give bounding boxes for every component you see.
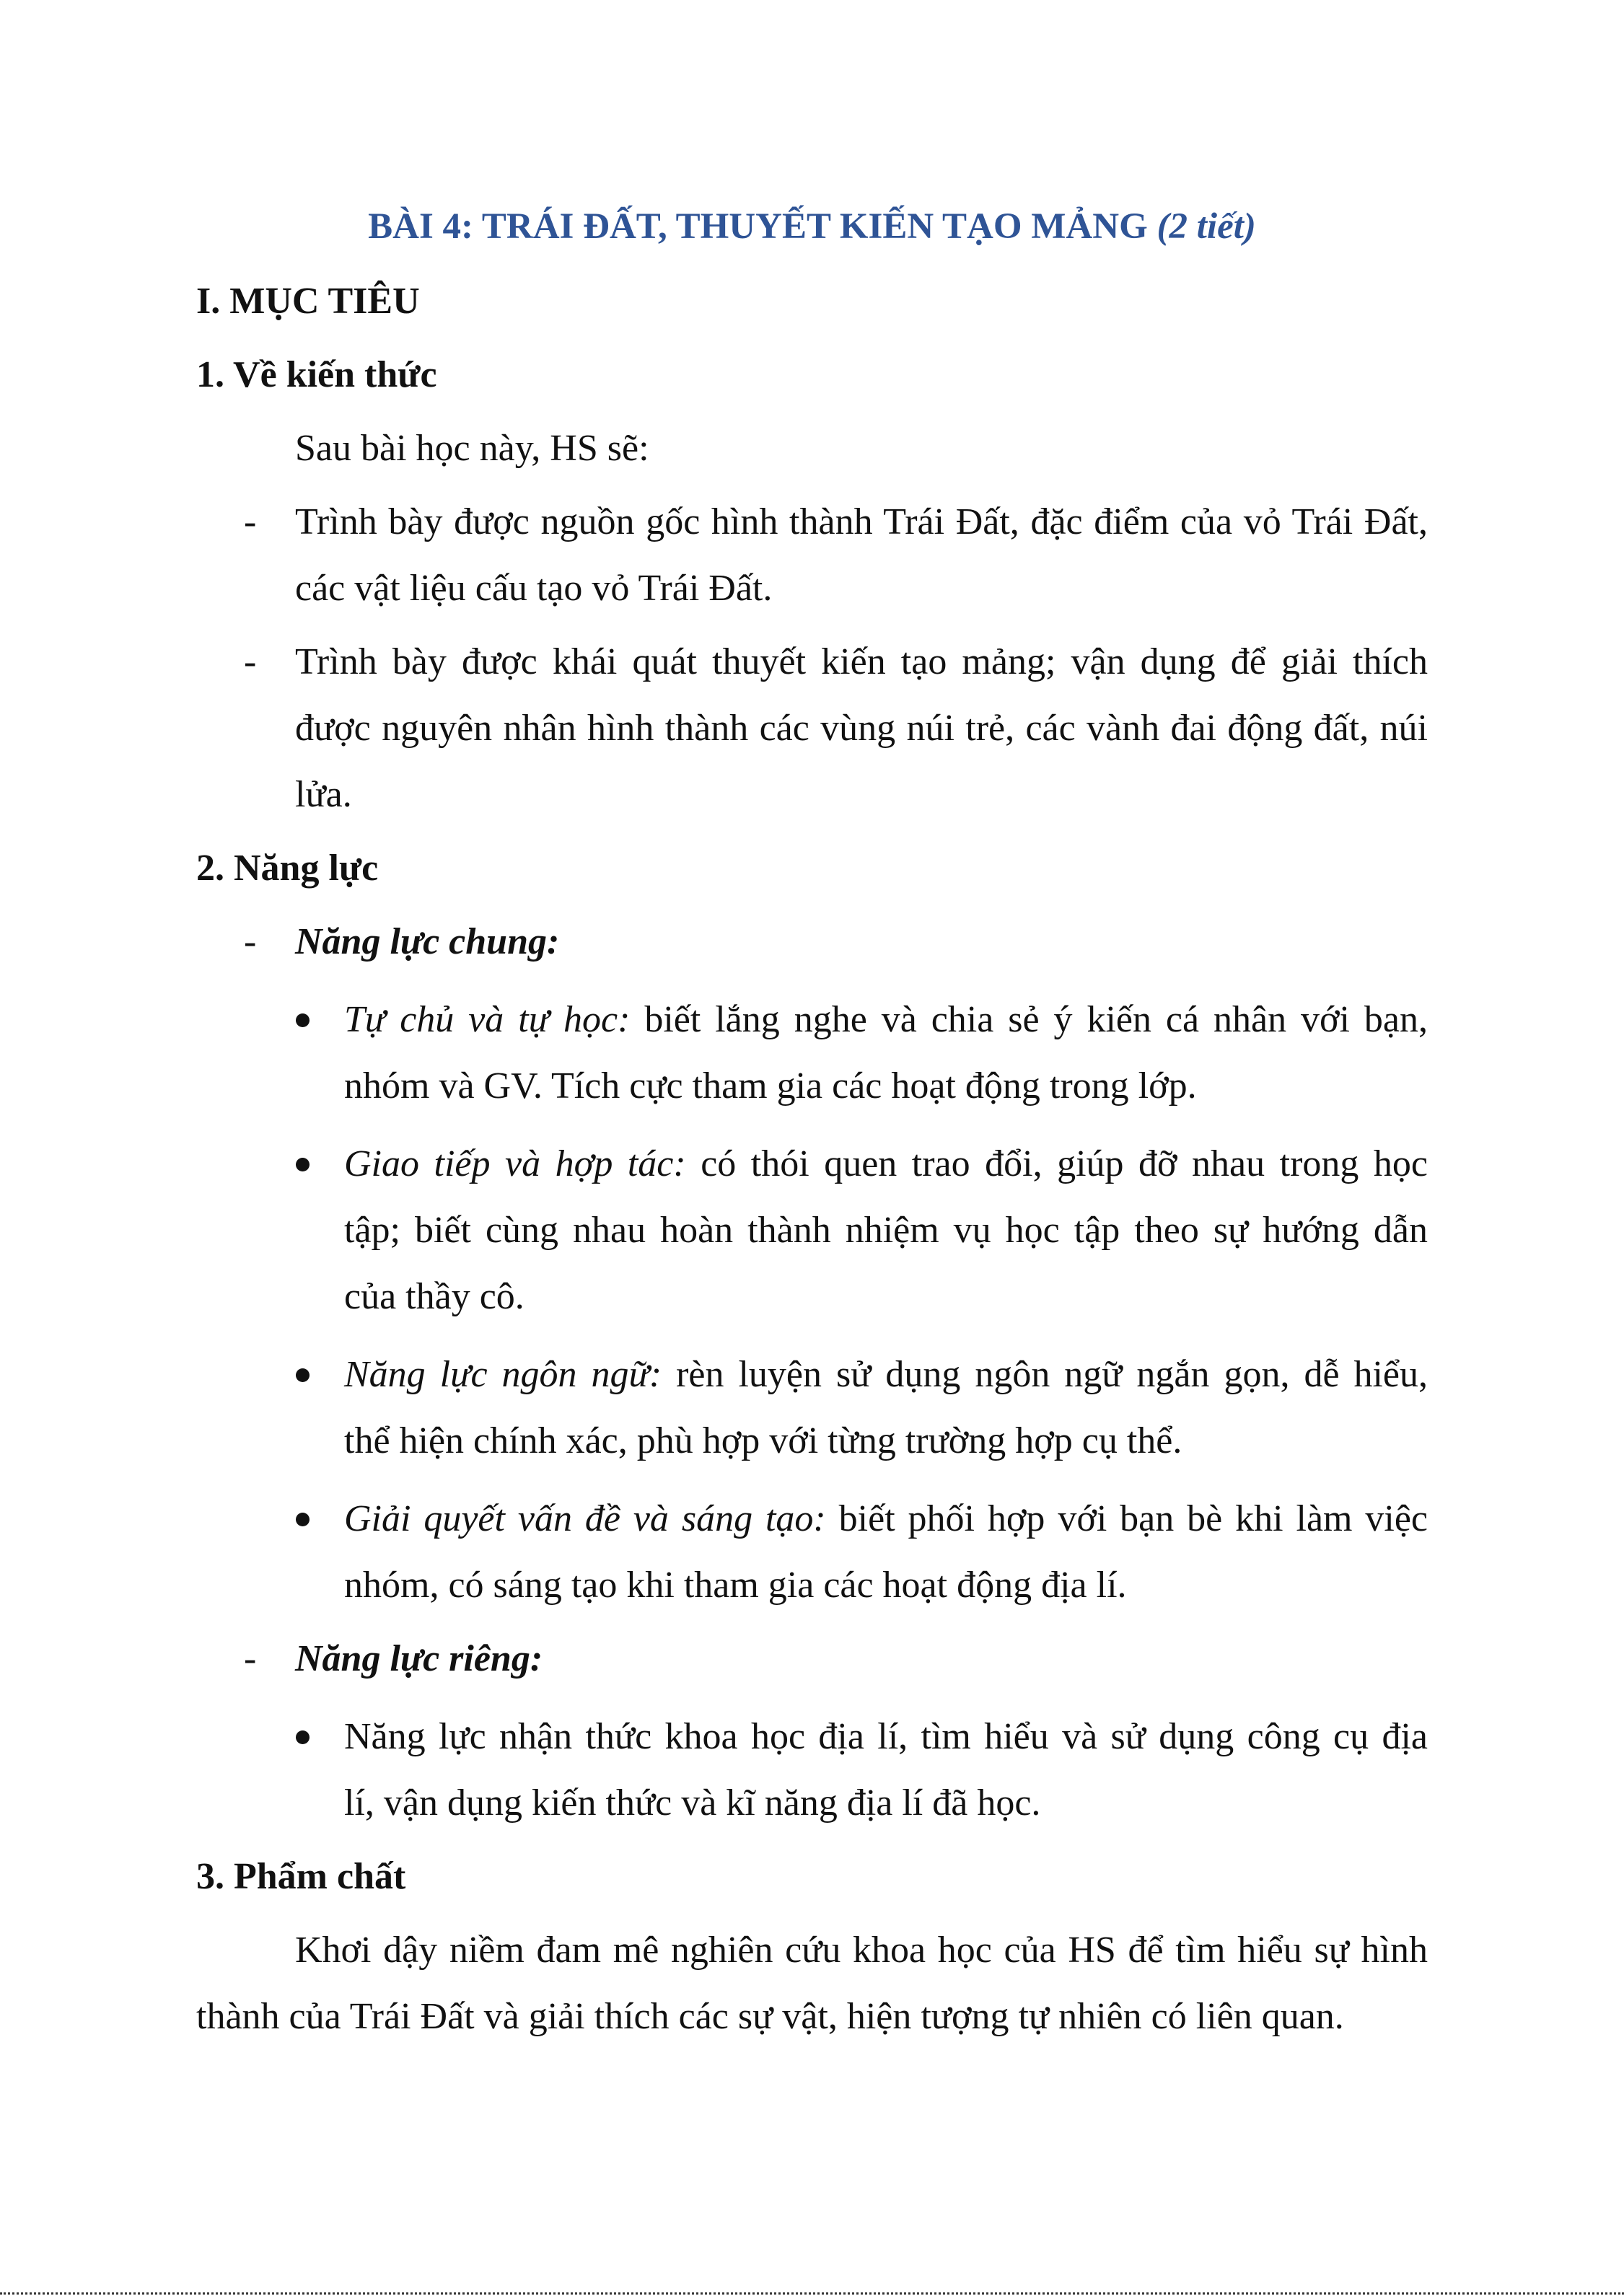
knowledge-item-1-line-2: các vật liệu cấu tạo vỏ Trái Đất. xyxy=(295,568,773,609)
knowledge-item-2-line-2: được nguyên nhân hình thành các vùng núi trẻ, các vành đai động đất, núi xyxy=(295,708,1428,749)
general-item-1-text: biết lắng nghe và chia sẻ ý kiến cá nhân với bạn, xyxy=(630,999,1428,1040)
general-competence-label: Năng lực chung: xyxy=(295,921,560,962)
lesson-title-main: BÀI 4: TRÁI ĐẤT, THUYẾT KIẾN TẠO MẢNG xyxy=(368,206,1157,247)
knowledge-item-2-line-1: Trình bày được khái quát thuyết kiến tạo mảng; vận dụng để giải thích xyxy=(295,641,1428,682)
general-item-3-line-2: thể hiện chính xác, phù hợp với từng trường hợp cụ thể. xyxy=(344,1420,1182,1461)
general-item-3-lead: Năng lực ngôn ngữ: xyxy=(344,1354,662,1395)
general-item-4-line-1 xyxy=(344,1497,1428,1541)
general-item-4-lead: Giải quyết vấn đề và sáng tạo: xyxy=(344,1498,826,1539)
knowledge-item-1-dash: - xyxy=(244,501,257,542)
bullet-dot-icon xyxy=(296,1013,310,1027)
specific-item-1-line-1: Năng lực nhận thức khoa học địa lí, tìm hiểu và sử dụng công cụ địa xyxy=(344,1716,1428,1757)
specific-competence-dash: - xyxy=(244,1638,257,1679)
specific-competence-label: Năng lực riêng: xyxy=(295,1638,543,1679)
lesson-title-duration: (2 tiết) xyxy=(1156,206,1256,247)
general-item-1-line-1 xyxy=(344,998,1428,1042)
bullet-dot-icon xyxy=(296,1158,310,1171)
bullet-dot-icon xyxy=(296,1513,310,1526)
knowledge-item-2-line-3: lửa. xyxy=(295,774,352,815)
bullet-dot-icon xyxy=(296,1368,310,1382)
subheading-knowledge: 1. Về kiến thức xyxy=(196,354,437,395)
knowledge-intro: Sau bài học này, HS sẽ: xyxy=(295,428,649,469)
general-item-1-line-2: nhóm và GV. Tích cực tham gia các hoạt động trong lớp. xyxy=(344,1065,1197,1107)
general-item-2-line-1 xyxy=(344,1143,1428,1186)
lesson-title xyxy=(0,205,1624,248)
knowledge-item-1-line-1: Trình bày được nguồn gốc hình thành Trái Đất, đặc điểm của vỏ Trái Đất, xyxy=(295,501,1428,542)
general-item-4-text: biết phối hợp với bạn bè khi làm việc xyxy=(825,1498,1428,1539)
specific-item-1-line-2: lí, vận dụng kiến thức và kĩ năng địa lí đã học. xyxy=(344,1782,1041,1824)
general-item-2-lead: Giao tiếp và hợp tác: xyxy=(344,1143,686,1184)
general-item-2-line-3: của thầy cô. xyxy=(344,1276,524,1317)
general-item-3-line-1 xyxy=(344,1353,1428,1396)
knowledge-item-2-dash: - xyxy=(244,641,257,682)
page-bottom-divider xyxy=(0,2292,1624,2295)
general-item-4-line-2: nhóm, có sáng tạo khi tham gia các hoạt động địa lí. xyxy=(344,1565,1127,1606)
subheading-qualities: 3. Phẩm chất xyxy=(196,1856,406,1897)
general-item-1-lead: Tự chủ và tự học: xyxy=(344,999,631,1040)
general-item-3-text: rèn luyện sử dụng ngôn ngữ ngắn gọn, dễ hiểu, xyxy=(662,1354,1428,1395)
qualities-line-2: thành của Trái Đất và giải thích các sự vật, hiện tượng tự nhiên có liên quan. xyxy=(196,1996,1344,2037)
section-heading-objectives: I. MỤC TIÊU xyxy=(196,281,420,322)
bullet-dot-icon xyxy=(296,1730,310,1744)
general-competence-dash: - xyxy=(244,921,257,962)
general-item-2-text: có thói quen trao đổi, giúp đỡ nhau trong học xyxy=(685,1143,1428,1184)
subheading-competence: 2. Năng lực xyxy=(196,848,379,889)
general-item-2-line-2: tập; biết cùng nhau hoàn thành nhiệm vụ học tập theo sự hướng dẫn xyxy=(344,1210,1428,1251)
qualities-line-1: Khơi dậy niềm đam mê nghiên cứu khoa học của HS để tìm hiểu sự hình xyxy=(295,1930,1428,1971)
